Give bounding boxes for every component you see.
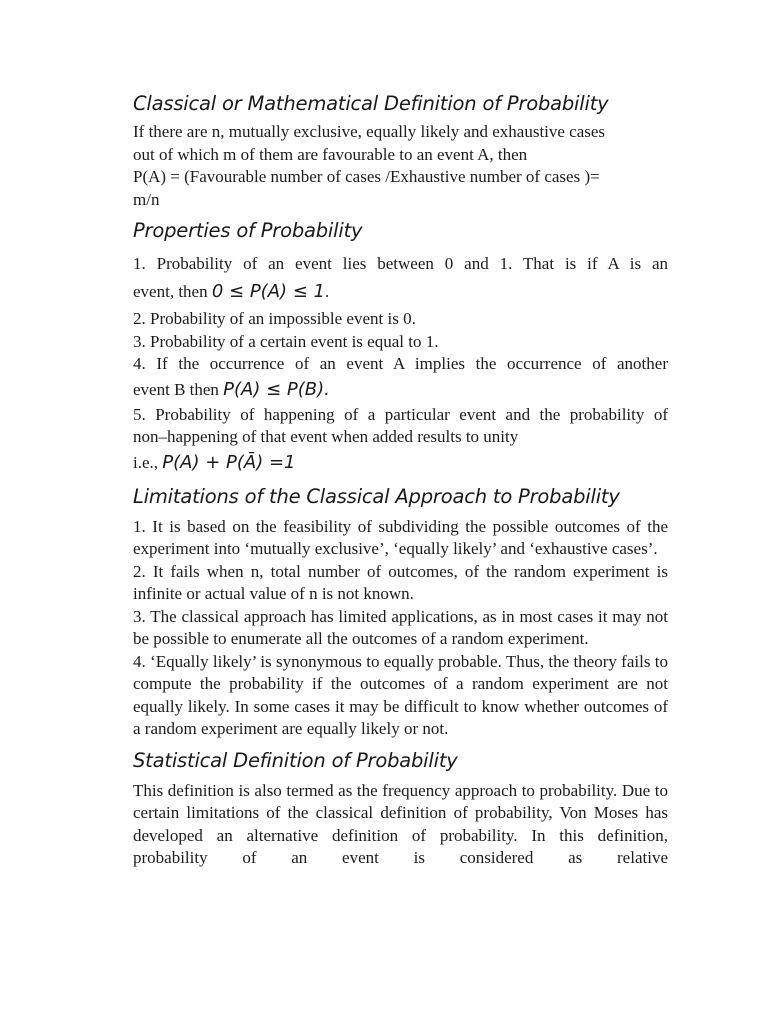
property-5-formula: P(A) + P(Ā) =1 [162, 451, 296, 473]
property-5-line-2: non–happening of that event when added results to unity [133, 427, 519, 446]
property-5-ie-label: i.e., [133, 452, 159, 472]
property-1-formula: 0 ≤ P(A) ≤ 1 [211, 281, 326, 302]
section-title-properties: Properties of Probability [133, 219, 363, 242]
statistical-definition-paragraph: This definition is also termed as the frequency approach to probability. Due to certain limitations of the classical definition of probability, Von Moses has developed an alternative definition of probability. In this definition, probability of an event is considered as relative [133, 780, 668, 867]
section-title-limitations: Limitations of the Classical Approach to Probability [133, 484, 620, 508]
limitation-item-4: 4. ‘Equally likely’ is synonymous to equally probable. Thus, the theory fails to compute the probability if the outcomes of a random experiment are not equally likely. In some cases it may be difficult to know whether outcomes of a random experiment are equally likely or not. [133, 651, 668, 738]
property-1-period: . [325, 282, 330, 301]
property-item-2: 2. Probability of an impossible event is 0. [133, 309, 416, 328]
property-item-3: 3. Probability of a certain event is equal to 1. [133, 331, 439, 351]
property-4-cont-label: event B then [133, 379, 219, 399]
limitation-item-2: 2. It fails when n, total number of outcomes, of the random experiment is infinite or actual value of n is not known. [133, 561, 668, 603]
property-4-formula: P(A) ≤ P(B). [223, 378, 330, 400]
classical-definition-line-1: If there are n, mutually exclusive, equally likely and exhaustive cases [133, 122, 606, 141]
classical-definition-line-4: m/n [133, 189, 160, 209]
property-1-cont-label: event, then [133, 282, 208, 301]
property-item-1 [133, 250, 668, 306]
property-item-5 [133, 404, 668, 477]
section-title-classical-definition: Classical or Mathematical Definition of Probability [133, 92, 609, 115]
classical-definition-line-3: P(A) = (Favourable number of cases /Exhaustive number of cases )= [133, 167, 600, 186]
property-5-formula-line [133, 449, 668, 477]
classical-definition-line-2: out of which m of them are favourable to an event A, then [133, 144, 528, 164]
property-5-text: 5. Probability of happening of a particular event and the probability of [133, 404, 668, 424]
property-1-text: 1. Probability of an event lies between 0 and 1. That is if A is an [133, 254, 668, 273]
limitation-item-3: 3. The classical approach has limited applications, as in most cases it may not be possible to enumerate all the outcomes of a random experiment. [133, 606, 668, 648]
document-page [133, 90, 668, 870]
property-4-text: 4. If the occurrence of an event A implies the occurrence of another [133, 354, 668, 373]
section-title-statistical-definition: Statistical Definition of Probability [133, 748, 458, 772]
property-4-continuation [133, 376, 668, 404]
property-item-4 [133, 353, 668, 404]
property-1-continuation [133, 278, 668, 306]
limitation-item-1: 1. It is based on the feasibility of subdividing the possible outcomes of the experiment into ‘mutually exclusive’, ‘equally likely’ and ‘exhaustive cases’. [133, 516, 668, 558]
